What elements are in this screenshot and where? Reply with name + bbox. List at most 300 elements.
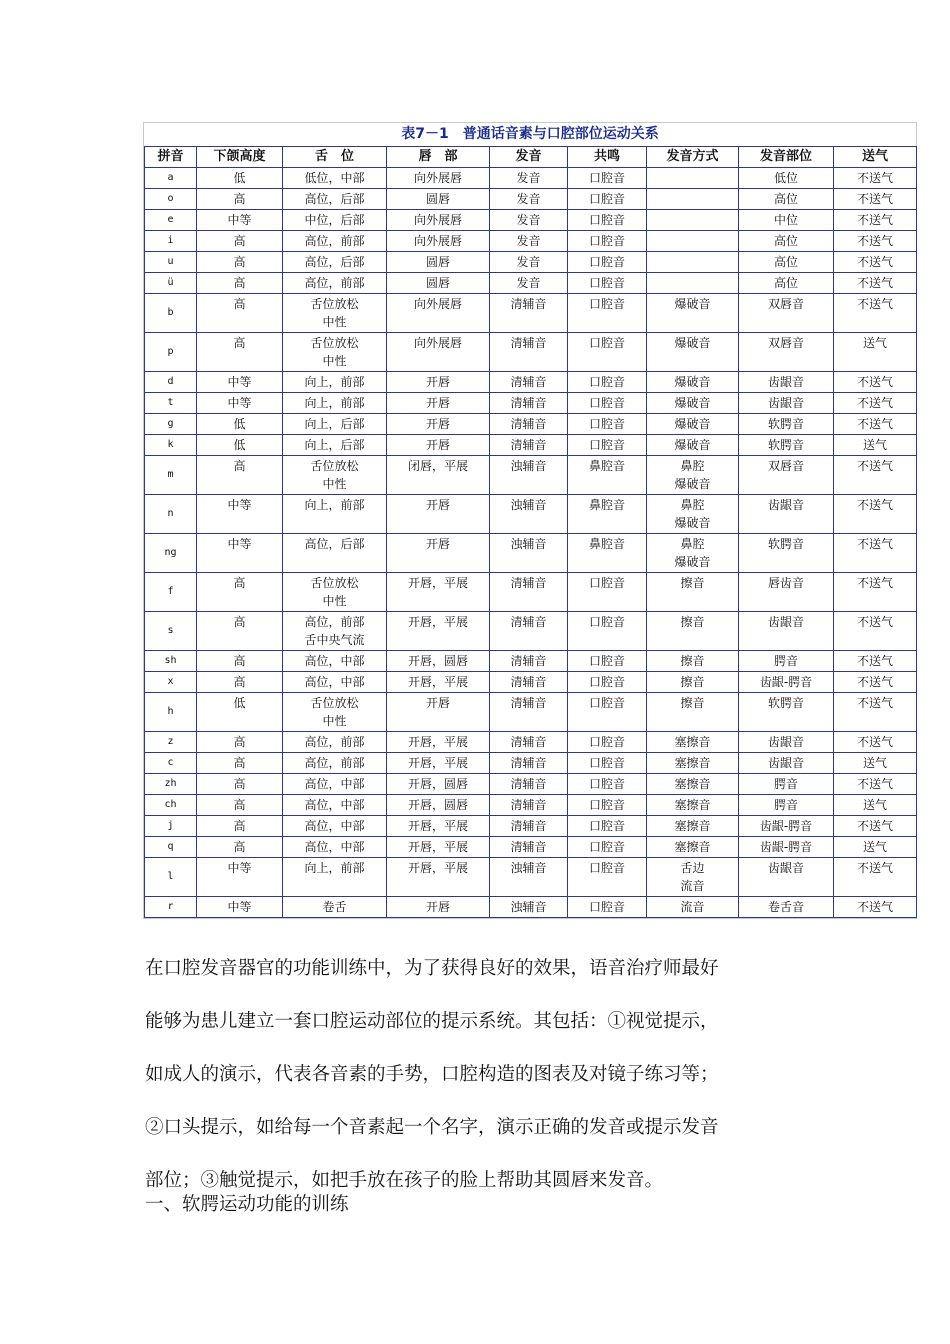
table-cell: 软腭音 [739, 693, 834, 732]
table-cell: 清辅音 [490, 414, 568, 435]
table-cell: 塞擦音 [647, 774, 739, 795]
table-cell: 开唇，圆唇 [387, 774, 490, 795]
table-cell: 口腔音 [568, 693, 647, 732]
table-row [145, 672, 917, 693]
table-cell: 浊辅音 [490, 495, 568, 534]
table-cell: 不送气 [834, 612, 917, 651]
table-cell: 口腔音 [568, 435, 647, 456]
table-cell: 圆唇 [387, 252, 490, 273]
section-heading: 一、软腭运动功能的训练 [145, 1194, 349, 1215]
table-row [145, 435, 917, 456]
table-cell: 高位，前部 [283, 753, 387, 774]
table-cell: 中等 [197, 897, 283, 918]
table-cell: 清辅音 [490, 612, 568, 651]
table-cell: 清辅音 [490, 795, 568, 816]
table-row [145, 753, 917, 774]
table-row [145, 252, 917, 273]
table-cell: 高位，前部 [283, 273, 387, 294]
table-cell: 高 [197, 294, 283, 333]
table-cell: 齿龈音 [739, 732, 834, 753]
table-cell: 高 [197, 333, 283, 372]
table-cell: u [145, 252, 197, 273]
table-cell: 齿龈音 [739, 372, 834, 393]
table-cell: f [145, 573, 197, 612]
table-cell: c [145, 753, 197, 774]
table-cell: 口腔音 [568, 414, 647, 435]
table-cell: 塞擦音 [647, 795, 739, 816]
table-row [145, 573, 917, 612]
table-cell: 口腔音 [568, 231, 647, 252]
table-cell: 双唇音 [739, 456, 834, 495]
table-cell: zh [145, 774, 197, 795]
table-cell: 高位 [739, 189, 834, 210]
table-row [145, 333, 917, 372]
table-cell: 舌位放松 中性 [283, 693, 387, 732]
column-header: 下颌高度 [197, 147, 283, 168]
table-cell: 高 [197, 837, 283, 858]
table-cell: 开唇 [387, 534, 490, 573]
table-cell: 口腔音 [568, 858, 647, 897]
table-cell: 高 [197, 774, 283, 795]
table-row [145, 210, 917, 231]
table-cell: 开唇，平展 [387, 672, 490, 693]
table-cell: 清辅音 [490, 333, 568, 372]
table-cell: 发音 [490, 168, 568, 189]
table-cell: 开唇，圆唇 [387, 795, 490, 816]
table-cell: 高位，中部 [283, 795, 387, 816]
table-cell: 开唇，平展 [387, 753, 490, 774]
table-cell: x [145, 672, 197, 693]
table-cell: j [145, 816, 197, 837]
table-cell: 高位 [739, 252, 834, 273]
table-cell: 高位，中部 [283, 816, 387, 837]
table-cell: 口腔音 [568, 612, 647, 651]
table-cell: 中等 [197, 393, 283, 414]
table-cell: 高 [197, 816, 283, 837]
table-cell: 齿龈音 [739, 753, 834, 774]
table-cell: 高位，前部 [283, 231, 387, 252]
table-cell: i [145, 231, 197, 252]
table-cell: 开唇，平展 [387, 573, 490, 612]
table-cell [647, 210, 739, 231]
body-text-line: ②口头提示，如给每一个音素起一个名字，演示正确的发音或提示发音 [145, 1117, 719, 1138]
table-cell: 开唇，平展 [387, 837, 490, 858]
table-cell: 不送气 [834, 372, 917, 393]
table-row [145, 393, 917, 414]
table-row [145, 372, 917, 393]
table-cell: 高 [197, 231, 283, 252]
table-cell: 送气 [834, 795, 917, 816]
table-row [145, 168, 917, 189]
table-cell: n [145, 495, 197, 534]
table-cell: 向外展唇 [387, 231, 490, 252]
table-header-row [145, 147, 917, 168]
table-cell: m [145, 456, 197, 495]
table-cell: 高 [197, 189, 283, 210]
table-cell: 爆破音 [647, 372, 739, 393]
table-cell [647, 231, 739, 252]
table-cell: 浊辅音 [490, 858, 568, 897]
table-row [145, 897, 917, 918]
table-cell: 高位 [739, 273, 834, 294]
table-cell: 口腔音 [568, 273, 647, 294]
table-cell: b [145, 294, 197, 333]
table-cell: 清辅音 [490, 837, 568, 858]
phoneme-table [144, 146, 917, 918]
table-cell: 清辅音 [490, 435, 568, 456]
table-row [145, 534, 917, 573]
table-cell: e [145, 210, 197, 231]
table-cell: 开唇 [387, 495, 490, 534]
table-cell: 鼻腔音 [568, 456, 647, 495]
table-row [145, 693, 917, 732]
table-cell: 发音 [490, 231, 568, 252]
table-cell: 高 [197, 651, 283, 672]
table-cell: 不送气 [834, 495, 917, 534]
table-cell: 圆唇 [387, 273, 490, 294]
table-cell: 开唇 [387, 372, 490, 393]
table-cell: 浊辅音 [490, 456, 568, 495]
table-cell: 清辅音 [490, 294, 568, 333]
table-cell: 高 [197, 456, 283, 495]
table-cell: 开唇，平展 [387, 816, 490, 837]
table-cell: 开唇 [387, 393, 490, 414]
table-cell: 舌位放松 中性 [283, 456, 387, 495]
table-cell: 塞擦音 [647, 837, 739, 858]
table-cell: 塞擦音 [647, 816, 739, 837]
table-cell: 清辅音 [490, 693, 568, 732]
table-row [145, 294, 917, 333]
table-cell: 中等 [197, 858, 283, 897]
table-cell: r [145, 897, 197, 918]
table-cell: 高位，中部 [283, 837, 387, 858]
table-cell: 低 [197, 435, 283, 456]
table-row [145, 495, 917, 534]
table-cell: 发音 [490, 189, 568, 210]
table-cell: g [145, 414, 197, 435]
table-cell: 低 [197, 168, 283, 189]
table-cell: 爆破音 [647, 414, 739, 435]
table-cell: 腭音 [739, 795, 834, 816]
table-row [145, 732, 917, 753]
body-text-line: 如成人的演示，代表各音素的手势，口腔构造的图表及对镜子练习等； [145, 1064, 719, 1085]
table-cell: a [145, 168, 197, 189]
table-row [145, 456, 917, 495]
column-header: 共鸣 [568, 147, 647, 168]
table-cell: 清辅音 [490, 573, 568, 612]
table-cell: 送气 [834, 753, 917, 774]
table-body [145, 168, 917, 918]
table-cell: 高位，中部 [283, 672, 387, 693]
table-cell: 齿龈音 [739, 858, 834, 897]
table-cell: 舌位放松 中性 [283, 333, 387, 372]
table-cell: 腭音 [739, 774, 834, 795]
table-cell: 软腭音 [739, 414, 834, 435]
table-cell [647, 189, 739, 210]
table-row [145, 774, 917, 795]
table-cell: 发音 [490, 210, 568, 231]
table-cell: 软腭音 [739, 435, 834, 456]
table-cell: 不送气 [834, 252, 917, 273]
body-text-line: 能够为患儿建立一套口腔运动部位的提示系统。其包括：①视觉提示， [145, 1011, 719, 1032]
table-cell: 口腔音 [568, 252, 647, 273]
table-cell: 口腔音 [568, 837, 647, 858]
table-cell: t [145, 393, 197, 414]
table-cell: 擦音 [647, 672, 739, 693]
table-row [145, 231, 917, 252]
table-cell: 齿龈音 [739, 495, 834, 534]
table-cell: 向上，前部 [283, 372, 387, 393]
table-cell: 爆破音 [647, 435, 739, 456]
table-cell: 擦音 [647, 573, 739, 612]
table-cell: 高 [197, 732, 283, 753]
table-cell: 浊辅音 [490, 534, 568, 573]
table-cell: 塞擦音 [647, 732, 739, 753]
table-cell: 清辅音 [490, 732, 568, 753]
table-cell: 卷舌 [283, 897, 387, 918]
table-cell: 清辅音 [490, 774, 568, 795]
table-cell: 低位 [739, 168, 834, 189]
table-cell: 高 [197, 573, 283, 612]
table-cell: 向上，前部 [283, 495, 387, 534]
table-cell: 齿龈-腭音 [739, 816, 834, 837]
table-cell: 高位，后部 [283, 534, 387, 573]
table-cell: 高位 [739, 231, 834, 252]
table-cell: 爆破音 [647, 333, 739, 372]
table-cell: 口腔音 [568, 795, 647, 816]
table-cell: 送气 [834, 837, 917, 858]
table-cell: 不送气 [834, 858, 917, 897]
table-cell: 齿龈音 [739, 612, 834, 651]
table-cell: 向外展唇 [387, 210, 490, 231]
table-cell: 向上，前部 [283, 393, 387, 414]
table-cell: 不送气 [834, 732, 917, 753]
table-cell: 软腭音 [739, 534, 834, 573]
table-cell: sh [145, 651, 197, 672]
table-cell: 鼻腔 爆破音 [647, 456, 739, 495]
table-cell: 开唇 [387, 435, 490, 456]
table-cell: 口腔音 [568, 774, 647, 795]
table-cell: 清辅音 [490, 651, 568, 672]
table-cell: 口腔音 [568, 732, 647, 753]
table-cell: 向上，前部 [283, 858, 387, 897]
table-cell: 爆破音 [647, 294, 739, 333]
table-row [145, 414, 917, 435]
table-cell: 向外展唇 [387, 168, 490, 189]
table-cell: 高 [197, 612, 283, 651]
table-cell: 不送气 [834, 294, 917, 333]
table-cell: 不送气 [834, 210, 917, 231]
table-cell: 向外展唇 [387, 333, 490, 372]
table-cell: 双唇音 [739, 333, 834, 372]
table-cell: 闭唇，平展 [387, 456, 490, 495]
table-cell: 卷舌音 [739, 897, 834, 918]
table-cell: 开唇 [387, 414, 490, 435]
table-cell: 圆唇 [387, 189, 490, 210]
table-cell: 口腔音 [568, 372, 647, 393]
table-cell: 发音 [490, 273, 568, 294]
table-cell: 开唇，圆唇 [387, 651, 490, 672]
table-cell: 口腔音 [568, 393, 647, 414]
column-header: 唇 部 [387, 147, 490, 168]
table-cell: 中位，后部 [283, 210, 387, 231]
table-cell: 双唇音 [739, 294, 834, 333]
table-row [145, 651, 917, 672]
table-title: 表7－1 普通话音素与口腔部位运动关系 [401, 126, 659, 142]
table-cell: 低 [197, 693, 283, 732]
table-row [145, 795, 917, 816]
table-cell: 高位，中部 [283, 651, 387, 672]
table-row [145, 612, 917, 651]
table-cell: 不送气 [834, 672, 917, 693]
table-cell: s [145, 612, 197, 651]
table-cell: 口腔音 [568, 573, 647, 612]
table-cell: d [145, 372, 197, 393]
table-cell: 高位，后部 [283, 252, 387, 273]
table-cell: 开唇 [387, 897, 490, 918]
table-cell: 高 [197, 672, 283, 693]
table-row [145, 858, 917, 897]
table-cell: 口腔音 [568, 897, 647, 918]
table-cell: 浊辅音 [490, 897, 568, 918]
table-cell: 不送气 [834, 534, 917, 573]
table-cell: 清辅音 [490, 372, 568, 393]
table-cell: 不送气 [834, 897, 917, 918]
table-cell: l [145, 858, 197, 897]
table-cell: 舌位放松 中性 [283, 294, 387, 333]
table-cell: 舌边 流音 [647, 858, 739, 897]
table-cell: 齿龈音 [739, 393, 834, 414]
table-cell: 不送气 [834, 816, 917, 837]
table-cell: o [145, 189, 197, 210]
table-cell: 塞擦音 [647, 753, 739, 774]
table-cell: 中位 [739, 210, 834, 231]
table-cell [647, 273, 739, 294]
table-cell: 中等 [197, 534, 283, 573]
table-cell: 鼻腔 爆破音 [647, 534, 739, 573]
table-cell: 不送气 [834, 189, 917, 210]
table-cell: 爆破音 [647, 393, 739, 414]
table-cell: 清辅音 [490, 672, 568, 693]
table-cell: 开唇，平展 [387, 732, 490, 753]
table-cell: 擦音 [647, 693, 739, 732]
table-cell: 鼻腔 爆破音 [647, 495, 739, 534]
table-cell: 腭音 [739, 651, 834, 672]
table-cell: 不送气 [834, 273, 917, 294]
table-cell: 口腔音 [568, 651, 647, 672]
table-row [145, 837, 917, 858]
table-cell: 送气 [834, 435, 917, 456]
table-cell: 不送气 [834, 393, 917, 414]
body-paragraph [145, 942, 825, 1207]
table-cell: 不送气 [834, 693, 917, 732]
table-cell: 清辅音 [490, 816, 568, 837]
table-cell: 低位，中部 [283, 168, 387, 189]
table-cell: 口腔音 [568, 294, 647, 333]
body-text-line: 部位；③触觉提示，如把手放在孩子的脸上帮助其圆唇来发音。 [145, 1170, 664, 1191]
table-cell: 擦音 [647, 651, 739, 672]
table-cell: 向上，后部 [283, 435, 387, 456]
table-cell: 高 [197, 753, 283, 774]
table-cell: 流音 [647, 897, 739, 918]
table-cell: 鼻腔音 [568, 534, 647, 573]
table-cell: 向上，后部 [283, 414, 387, 435]
column-header: 发音方式 [647, 147, 739, 168]
table-cell: 高 [197, 252, 283, 273]
table-cell: 不送气 [834, 774, 917, 795]
table-cell: 清辅音 [490, 753, 568, 774]
table-cell: 口腔音 [568, 753, 647, 774]
table-cell: z [145, 732, 197, 753]
table-cell: 中等 [197, 210, 283, 231]
table-cell: 唇齿音 [739, 573, 834, 612]
table-cell: 高位，后部 [283, 189, 387, 210]
table-cell: 齿龈-腭音 [739, 837, 834, 858]
table-row [145, 273, 917, 294]
table-cell: 口腔音 [568, 210, 647, 231]
column-header: 发音部位 [739, 147, 834, 168]
table-cell: 低 [197, 414, 283, 435]
table-cell: 送气 [834, 333, 917, 372]
table-cell: 发音 [490, 252, 568, 273]
column-header: 拼音 [145, 147, 197, 168]
table-cell: 高位，前部 舌中央气流 [283, 612, 387, 651]
table-cell: p [145, 333, 197, 372]
table-cell: 不送气 [834, 456, 917, 495]
table-cell: 不送气 [834, 651, 917, 672]
column-header: 送气 [834, 147, 917, 168]
table-cell: 开唇，平展 [387, 612, 490, 651]
table-cell [647, 252, 739, 273]
table-cell: 口腔音 [568, 189, 647, 210]
table-cell: 高 [197, 273, 283, 294]
table-cell: 开唇，平展 [387, 858, 490, 897]
table-row [145, 189, 917, 210]
table-cell: 不送气 [834, 231, 917, 252]
table-cell: ü [145, 273, 197, 294]
table-cell: 中等 [197, 372, 283, 393]
table-cell: 高位，前部 [283, 732, 387, 753]
table-cell: q [145, 837, 197, 858]
table-cell: h [145, 693, 197, 732]
table-cell: 高 [197, 795, 283, 816]
table-cell: 不送气 [834, 414, 917, 435]
table-cell: 擦音 [647, 612, 739, 651]
body-text-line: 在口腔发音器官的功能训练中，为了获得良好的效果，语音治疗师最好 [145, 958, 719, 979]
table-cell: 不送气 [834, 168, 917, 189]
table-cell: 齿龈-腭音 [739, 672, 834, 693]
column-header: 发音 [490, 147, 568, 168]
table-cell: 向外展唇 [387, 294, 490, 333]
column-header: 舌 位 [283, 147, 387, 168]
phoneme-table-figure [143, 122, 917, 919]
table-cell: 高位，中部 [283, 774, 387, 795]
table-cell: 舌位放松 中性 [283, 573, 387, 612]
table-cell: 中等 [197, 495, 283, 534]
table-cell: 清辅音 [490, 393, 568, 414]
table-row [145, 816, 917, 837]
table-cell: 鼻腔音 [568, 495, 647, 534]
table-cell: k [145, 435, 197, 456]
table-cell: 开唇 [387, 693, 490, 732]
table-cell: 不送气 [834, 573, 917, 612]
table-cell: ch [145, 795, 197, 816]
table-cell: 口腔音 [568, 816, 647, 837]
table-cell: 口腔音 [568, 672, 647, 693]
table-cell [647, 168, 739, 189]
table-cell: ng [145, 534, 197, 573]
table-cell: 口腔音 [568, 333, 647, 372]
